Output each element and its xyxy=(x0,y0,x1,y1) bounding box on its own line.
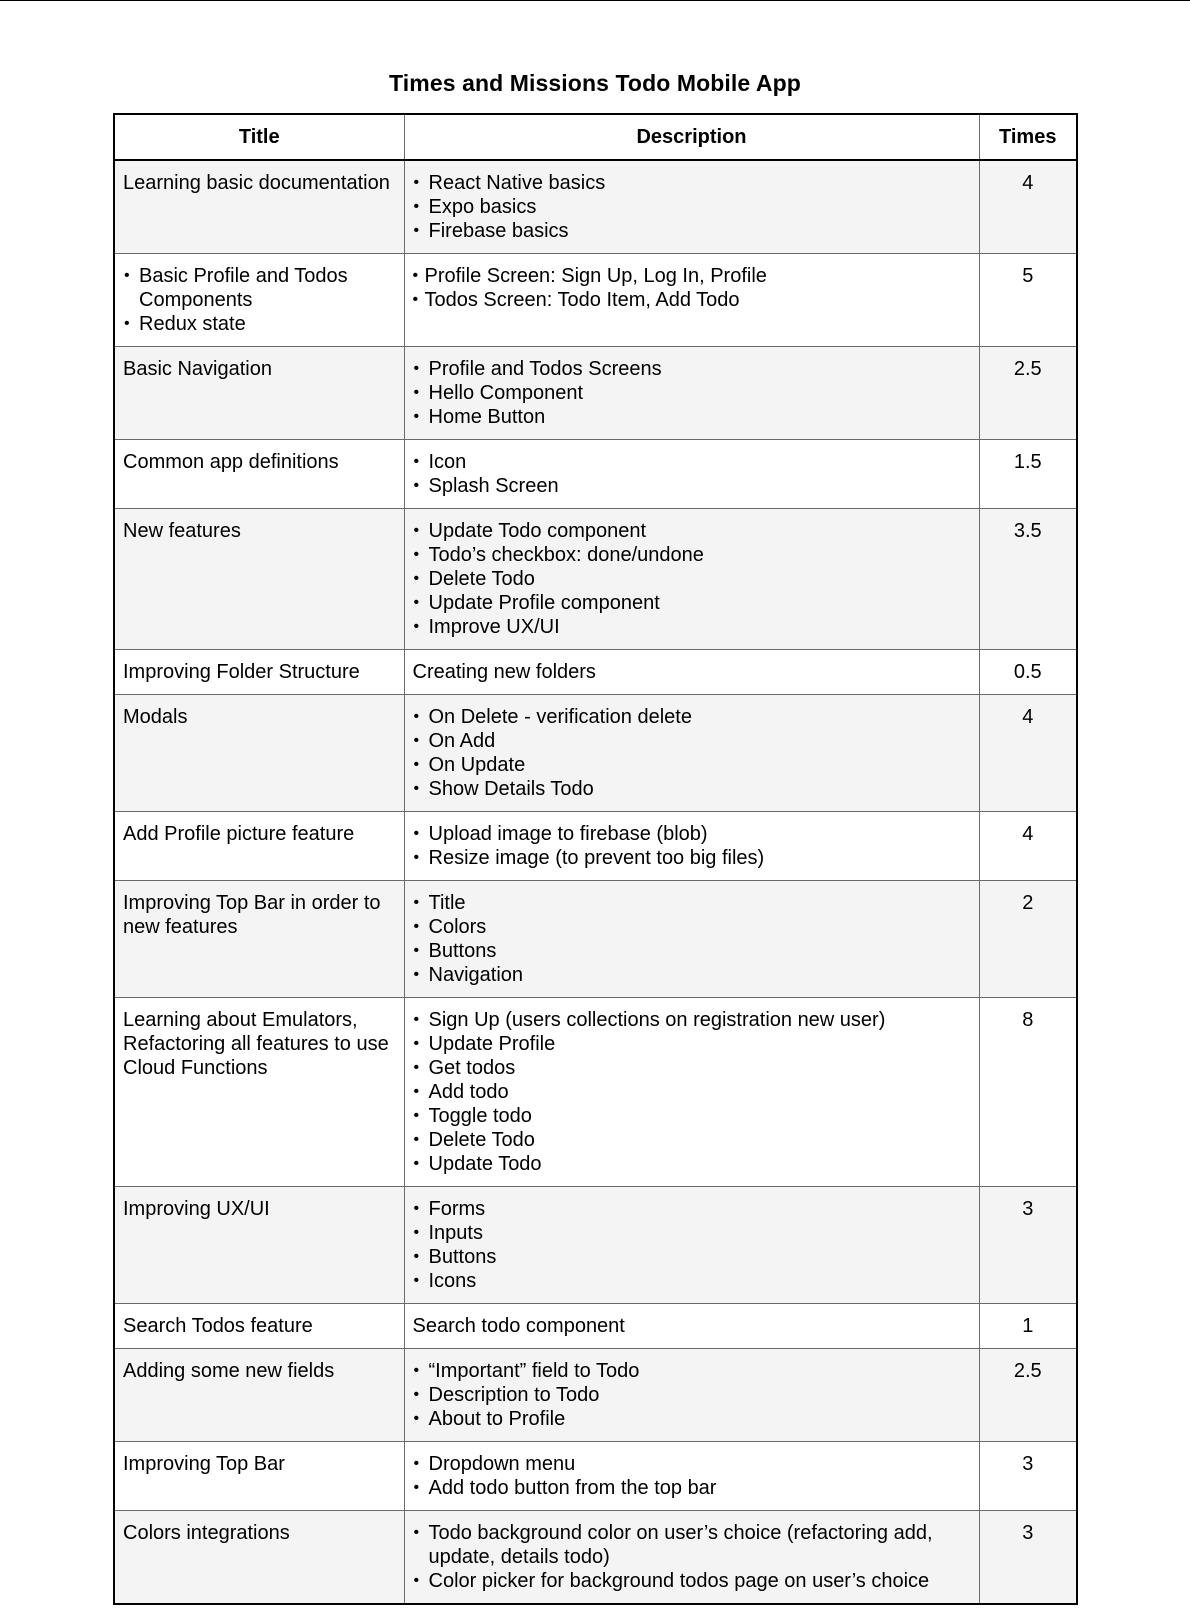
description-bullet-item: • Icons xyxy=(413,1269,971,1293)
cell-title: Improving UX/UI xyxy=(114,1187,404,1304)
cell-times: 1.5 xyxy=(979,440,1077,509)
description-bullet-item: • Buttons xyxy=(413,939,971,963)
title-bullet-item: • Redux state xyxy=(123,312,396,336)
cell-description xyxy=(404,440,979,509)
title-bullet-list xyxy=(123,264,396,336)
description-bullet-item: • Profile and Todos Screens xyxy=(413,357,971,381)
cell-title: Search Todos feature xyxy=(114,1304,404,1349)
description-bullet-item: • Upload image to firebase (blob) xyxy=(413,822,971,846)
cell-title: Basic Navigation xyxy=(114,347,404,440)
cell-description: Search todo component xyxy=(404,1304,979,1349)
cell-title: Add Profile picture feature xyxy=(114,812,404,881)
description-bullet-item: • “Important” field to Todo xyxy=(413,1359,971,1383)
cell-description xyxy=(404,1187,979,1304)
description-bullet-item: • Icon xyxy=(413,450,971,474)
cell-times: 5 xyxy=(979,254,1077,347)
description-bullet-item: • Update Todo xyxy=(413,1152,971,1176)
description-bullet-item: • Profile Screen: Sign Up, Log In, Profile xyxy=(413,264,971,288)
description-bullet-list xyxy=(413,450,971,498)
cell-title: Common app definitions xyxy=(114,440,404,509)
cell-description: Creating new folders xyxy=(404,650,979,695)
description-bullet-item: • Todo background color on user’s choice (refactoring add, update, details todo) xyxy=(413,1521,971,1569)
description-bullet-item: • Description to Todo xyxy=(413,1383,971,1407)
description-bullet-item: • Get todos xyxy=(413,1056,971,1080)
table-row xyxy=(114,509,1077,650)
description-bullet-item: • Update Profile component xyxy=(413,591,971,615)
cell-description xyxy=(404,1511,979,1605)
description-bullet-item: • On Delete - verification delete xyxy=(413,705,971,729)
cell-description xyxy=(404,695,979,812)
cell-description xyxy=(404,1349,979,1442)
description-bullet-item: • Add todo button from the top bar xyxy=(413,1476,971,1500)
cell-times: 3 xyxy=(979,1511,1077,1605)
description-bullet-list xyxy=(413,1359,971,1431)
description-bullet-list xyxy=(413,1008,971,1176)
cell-title: Adding some new fields xyxy=(114,1349,404,1442)
cell-times: 0.5 xyxy=(979,650,1077,695)
table-row xyxy=(114,1511,1077,1605)
description-bullet-item: • Home Button xyxy=(413,405,971,429)
table-row xyxy=(114,881,1077,998)
header-title: Title xyxy=(114,114,404,160)
description-bullet-item: • Color picker for background todos page on user’s choice xyxy=(413,1569,971,1593)
cell-title: Learning about Emulators, Refactoring all features to use Cloud Functions xyxy=(114,998,404,1187)
cell-times: 4 xyxy=(979,812,1077,881)
table-row xyxy=(114,160,1077,254)
description-bullet-list xyxy=(413,519,971,639)
cell-title: Improving Top Bar xyxy=(114,1442,404,1511)
description-bullet-list xyxy=(413,264,971,312)
table-body xyxy=(114,160,1077,1604)
cell-times: 2.5 xyxy=(979,347,1077,440)
description-bullet-item: • Improve UX/UI xyxy=(413,615,971,639)
title-bullet-item: • Basic Profile and Todos Components xyxy=(123,264,396,312)
description-bullet-item: • On Update xyxy=(413,753,971,777)
description-bullet-item: • Firebase basics xyxy=(413,219,971,243)
cell-description xyxy=(404,1442,979,1511)
cell-description xyxy=(404,812,979,881)
description-bullet-item: • About to Profile xyxy=(413,1407,971,1431)
description-bullet-list xyxy=(413,705,971,801)
description-bullet-item: • Add todo xyxy=(413,1080,971,1104)
description-bullet-item: • Update Profile xyxy=(413,1032,971,1056)
description-bullet-item: • Colors xyxy=(413,915,971,939)
cell-description xyxy=(404,347,979,440)
cell-times: 3 xyxy=(979,1442,1077,1511)
table-row xyxy=(114,1442,1077,1511)
cell-description xyxy=(404,998,979,1187)
table-row xyxy=(114,1304,1077,1349)
header-row xyxy=(114,114,1077,160)
description-bullet-item: • Todo’s checkbox: done/undone xyxy=(413,543,971,567)
description-bullet-item: • Delete Todo xyxy=(413,567,971,591)
top-rule xyxy=(0,0,1190,1)
description-bullet-item: • Delete Todo xyxy=(413,1128,971,1152)
cell-title: Learning basic documentation xyxy=(114,160,404,254)
cell-title: Improving Top Bar in order to new features xyxy=(114,881,404,998)
cell-times: 8 xyxy=(979,998,1077,1187)
table-row xyxy=(114,1187,1077,1304)
header-times: Times xyxy=(979,114,1077,160)
description-bullet-item: • Navigation xyxy=(413,963,971,987)
cell-title xyxy=(114,254,404,347)
table-row xyxy=(114,440,1077,509)
description-bullet-list xyxy=(413,891,971,987)
description-bullet-item: • Resize image (to prevent too big files) xyxy=(413,846,971,870)
table-row xyxy=(114,254,1077,347)
description-bullet-item: • Todos Screen: Todo Item, Add Todo xyxy=(413,288,971,312)
missions-table xyxy=(113,113,1078,1605)
header-description: Description xyxy=(404,114,979,160)
description-bullet-item: • Toggle todo xyxy=(413,1104,971,1128)
cell-times: 2 xyxy=(979,881,1077,998)
table-row xyxy=(114,812,1077,881)
cell-times: 4 xyxy=(979,160,1077,254)
table-row xyxy=(114,695,1077,812)
description-bullet-list xyxy=(413,357,971,429)
description-bullet-item: • Hello Component xyxy=(413,381,971,405)
table-header xyxy=(114,114,1077,160)
cell-title: New features xyxy=(114,509,404,650)
document-title: Times and Missions Todo Mobile App xyxy=(389,70,801,96)
cell-title: Improving Folder Structure xyxy=(114,650,404,695)
description-bullet-list xyxy=(413,1521,971,1593)
description-bullet-item: • Dropdown menu xyxy=(413,1452,971,1476)
table-row xyxy=(114,998,1077,1187)
table-row xyxy=(114,347,1077,440)
cell-times: 1 xyxy=(979,1304,1077,1349)
cell-times: 3 xyxy=(979,1187,1077,1304)
table-row xyxy=(114,650,1077,695)
cell-description xyxy=(404,881,979,998)
cell-times: 3.5 xyxy=(979,509,1077,650)
description-bullet-item: • Splash Screen xyxy=(413,474,971,498)
description-bullet-list xyxy=(413,1452,971,1500)
table-row xyxy=(114,1349,1077,1442)
description-bullet-item: • Title xyxy=(413,891,971,915)
description-bullet-item: • Inputs xyxy=(413,1221,971,1245)
cell-description xyxy=(404,160,979,254)
description-bullet-item: • Expo basics xyxy=(413,195,971,219)
cell-title: Colors integrations xyxy=(114,1511,404,1605)
description-bullet-item: • Show Details Todo xyxy=(413,777,971,801)
description-bullet-list xyxy=(413,1197,971,1293)
description-bullet-item: • Sign Up (users collections on registration new user) xyxy=(413,1008,971,1032)
cell-description xyxy=(404,254,979,347)
cell-times: 2.5 xyxy=(979,1349,1077,1442)
cell-title: Modals xyxy=(114,695,404,812)
description-bullet-item: • Forms xyxy=(413,1197,971,1221)
description-bullet-item: • React Native basics xyxy=(413,171,971,195)
cell-times: 4 xyxy=(979,695,1077,812)
cell-description xyxy=(404,509,979,650)
description-bullet-list xyxy=(413,171,971,243)
description-bullet-item: • Buttons xyxy=(413,1245,971,1269)
description-bullet-item: • On Add xyxy=(413,729,971,753)
description-bullet-item: • Update Todo component xyxy=(413,519,971,543)
description-bullet-list xyxy=(413,822,971,870)
